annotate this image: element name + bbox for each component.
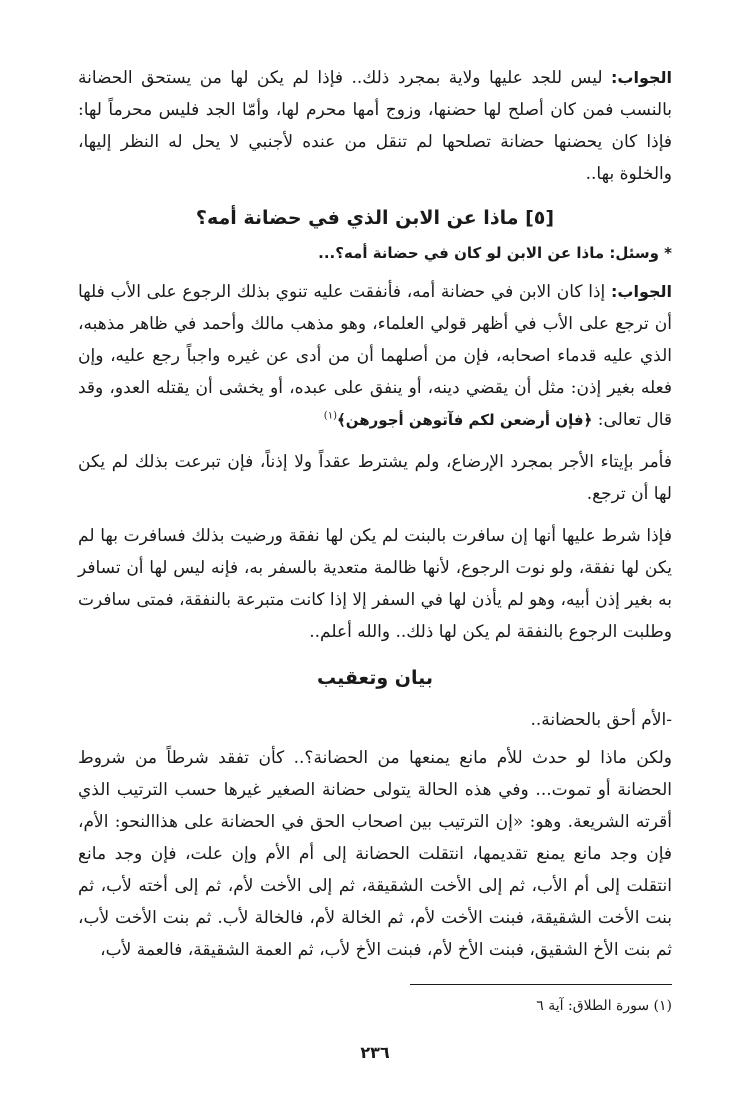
footnote-ref: (١) bbox=[323, 410, 337, 422]
question-line: * وسئل: ماذا عن الابن لو كان في حضانة أمه؟... bbox=[318, 244, 672, 262]
answer-paragraph-1 bbox=[78, 62, 672, 190]
answer-text: إذا كان الابن في حضانة أمه، فأنفقت عليه تنوي بذلك الرجوع على الأب فلها أن ترجع على الأب في أظهر قولي العلماء، وهو مذهب مالك وأحمد في ظاهر مذهبه، الذي عليه قدماء اصحابه، فإن من أصلهما أن من أدى عن غيره واجباً رجع عليه، وإن فعله بغير إذن: مثل أن يقضي دينه، أو ينفق على عبده، أو يخشى أن يقتله العدو، وقد قال تعالى: bbox=[78, 282, 672, 430]
section-heading: [٥] ماذا عن الابن الذي في حضانة أمه؟ bbox=[195, 207, 555, 229]
footnote-divider bbox=[410, 984, 672, 985]
paragraph-6: ولكن ماذا لو حدث للأم مانع يمنعها من الحضانة؟.. كأن تفقد شرطاً من شروط الحضانة أو تموت... وفي هذه الحالة يتولى حضانة الصغير غيرها حسب الترتيب الذي أقرته الشريعة. وهو: «إن الترتيب بين اصحاب الحق في الحضانة على هذاالنحو: الأم، فإن وجد مانع يمنع تقديمها، انتقلت الحضانة إلى أم الأم وإن علت، فإن وجد مانع انتقلت إلى أم الأب، ثم إلى الأخت الشقيقة، ثم إلى الأخت لأم، ثم إلى أخته لأب، ثم بنت الأخت الشقيقة، فبنت الأخت لأم، ثم الخالة لأم، فالخالة لأب. ثم بنت الأخت لأب، ثم بنت الأخ الشقيق، فبنت الأخ لأم، فبنت الأخ لأب، ثم العمة الشقيقة، فالعمة لأب، bbox=[78, 748, 672, 960]
answer-label: الجواب: bbox=[610, 68, 672, 87]
answer-paragraph-2 bbox=[78, 276, 672, 436]
page-number: ٢٣٦ bbox=[360, 1043, 390, 1062]
paragraph-5: -الأم أحق بالحضانة.. bbox=[530, 710, 672, 730]
quran-verse: ﴿فإن أرضعن لكم فآتوهن أجورهن﴾ bbox=[336, 411, 593, 429]
footnote: (١) سورة الطلاق: آية ٦ bbox=[536, 998, 672, 1014]
paragraph-3: فأمر بإيتاء الأجر بمجرد الإرضاع، ولم يشترط عقداً ولا إذناً، فإن تبرعت بذلك لم يكن لها أن ترجع. bbox=[78, 452, 672, 504]
paragraph-4: فإذا شرط عليها أنها إن سافرت بالبنت لم يكن لها نفقة ورضيت بذلك فسافرت بها لم يكن لها نفقة، ولو نوت الرجوع، لأنها ظالمة متعدية بالسفر به، فإنه ليس لها أن تسافر به بغير إذن أبيه، وهو لم يأذن لها في السفر إلا إذا كانت متبرعة بالنفقة، فمتى سافرت وطلبت الرجوع بالنفقة لم يكن لها ذلك.. والله أعلم.. bbox=[77, 526, 672, 642]
answer-text: ليس للجد عليها ولاية بمجرد ذلك.. فإذا لم يكن لها من يستحق الحضانة بالنسب فمن كان أصلح لها حضنها، وزوج أمها محرم لها، وأمّا الجد فليس محرماً لها: فإذا كان يحضنها حضانة تصلحها لم تنقل من عنده لأجنبي لا يحل له النظر إليها، والخلوة بها.. bbox=[78, 68, 672, 184]
answer-label: الجواب: bbox=[610, 282, 672, 301]
subsection-heading: بيان وتعقيب bbox=[316, 667, 434, 689]
